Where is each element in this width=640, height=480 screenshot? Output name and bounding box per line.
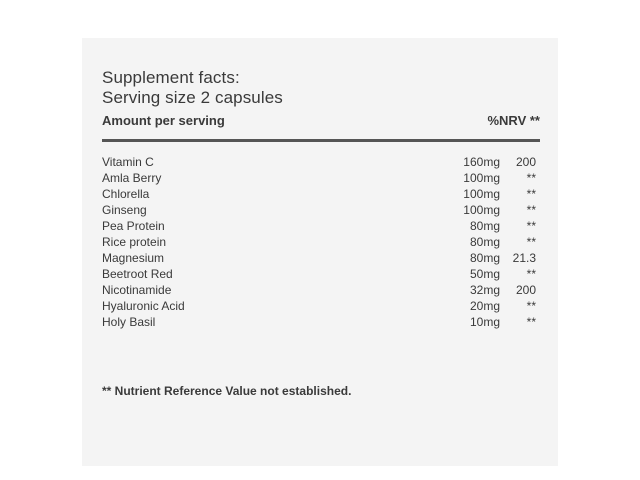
- table-row: [102, 186, 540, 202]
- table-row: [102, 218, 540, 234]
- ingredient-name: Pea Protein: [102, 219, 165, 233]
- ingredient-nrv: **: [526, 267, 536, 281]
- footnote: ** Nutrient Reference Value not established.: [102, 384, 352, 398]
- supplement-facts-content: [102, 68, 540, 330]
- table-row: [102, 202, 540, 218]
- ingredient-amount: 50mg: [469, 267, 500, 281]
- table-row: [102, 250, 540, 266]
- ingredient-name: Chlorella: [102, 187, 150, 201]
- ingredient-amount: 100mg: [463, 187, 500, 201]
- ingredient-nrv: 200: [515, 155, 536, 169]
- ingredient-amount: 80mg: [469, 251, 500, 265]
- table-header: [102, 113, 540, 129]
- ingredient-name: Ginseng: [102, 203, 147, 217]
- ingredient-name: Magnesium: [102, 251, 165, 265]
- ingredient-name: Vitamin C: [102, 155, 154, 169]
- title-line-1: Supplement facts:: [102, 68, 240, 87]
- ingredient-amount: 80mg: [469, 235, 500, 249]
- ingredient-nrv: **: [526, 203, 536, 217]
- ingredient-amount: 100mg: [463, 171, 500, 185]
- ingredient-amount: 10mg: [469, 315, 500, 329]
- nrv-label: %NRV **: [487, 113, 540, 128]
- ingredient-name: Rice protein: [102, 235, 167, 249]
- ingredient-nrv: 21.3: [512, 251, 536, 265]
- ingredient-amount: 100mg: [463, 203, 500, 217]
- ingredient-nrv: **: [526, 235, 536, 249]
- ingredient-name: Hyaluronic Acid: [102, 299, 185, 313]
- table-row: [102, 170, 540, 186]
- table-row: [102, 154, 540, 170]
- ingredient-nrv: **: [526, 315, 536, 329]
- table-row: [102, 282, 540, 298]
- ingredient-name: Beetroot Red: [102, 267, 173, 281]
- title-line-2: Serving size 2 capsules: [102, 88, 283, 107]
- ingredient-name: Nicotinamide: [102, 283, 172, 297]
- ingredient-nrv: **: [526, 299, 536, 313]
- ingredient-nrv: **: [526, 171, 536, 185]
- header-divider: [102, 139, 540, 142]
- table-row: [102, 298, 540, 314]
- ingredient-name: Holy Basil: [102, 315, 156, 329]
- ingredient-amount: 80mg: [469, 219, 500, 233]
- ingredient-name: Amla Berry: [102, 171, 162, 185]
- ingredient-amount: 20mg: [469, 299, 500, 313]
- table-row: [102, 234, 540, 250]
- ingredient-nrv: 200: [515, 283, 536, 297]
- amount-per-serving-label: Amount per serving: [102, 113, 225, 128]
- table-row: [102, 266, 540, 282]
- ingredient-amount: 160mg: [463, 155, 500, 169]
- ingredient-nrv: **: [526, 187, 536, 201]
- ingredient-list: [102, 154, 540, 330]
- ingredient-nrv: **: [526, 219, 536, 233]
- table-row: [102, 314, 540, 330]
- ingredient-amount: 32mg: [469, 283, 500, 297]
